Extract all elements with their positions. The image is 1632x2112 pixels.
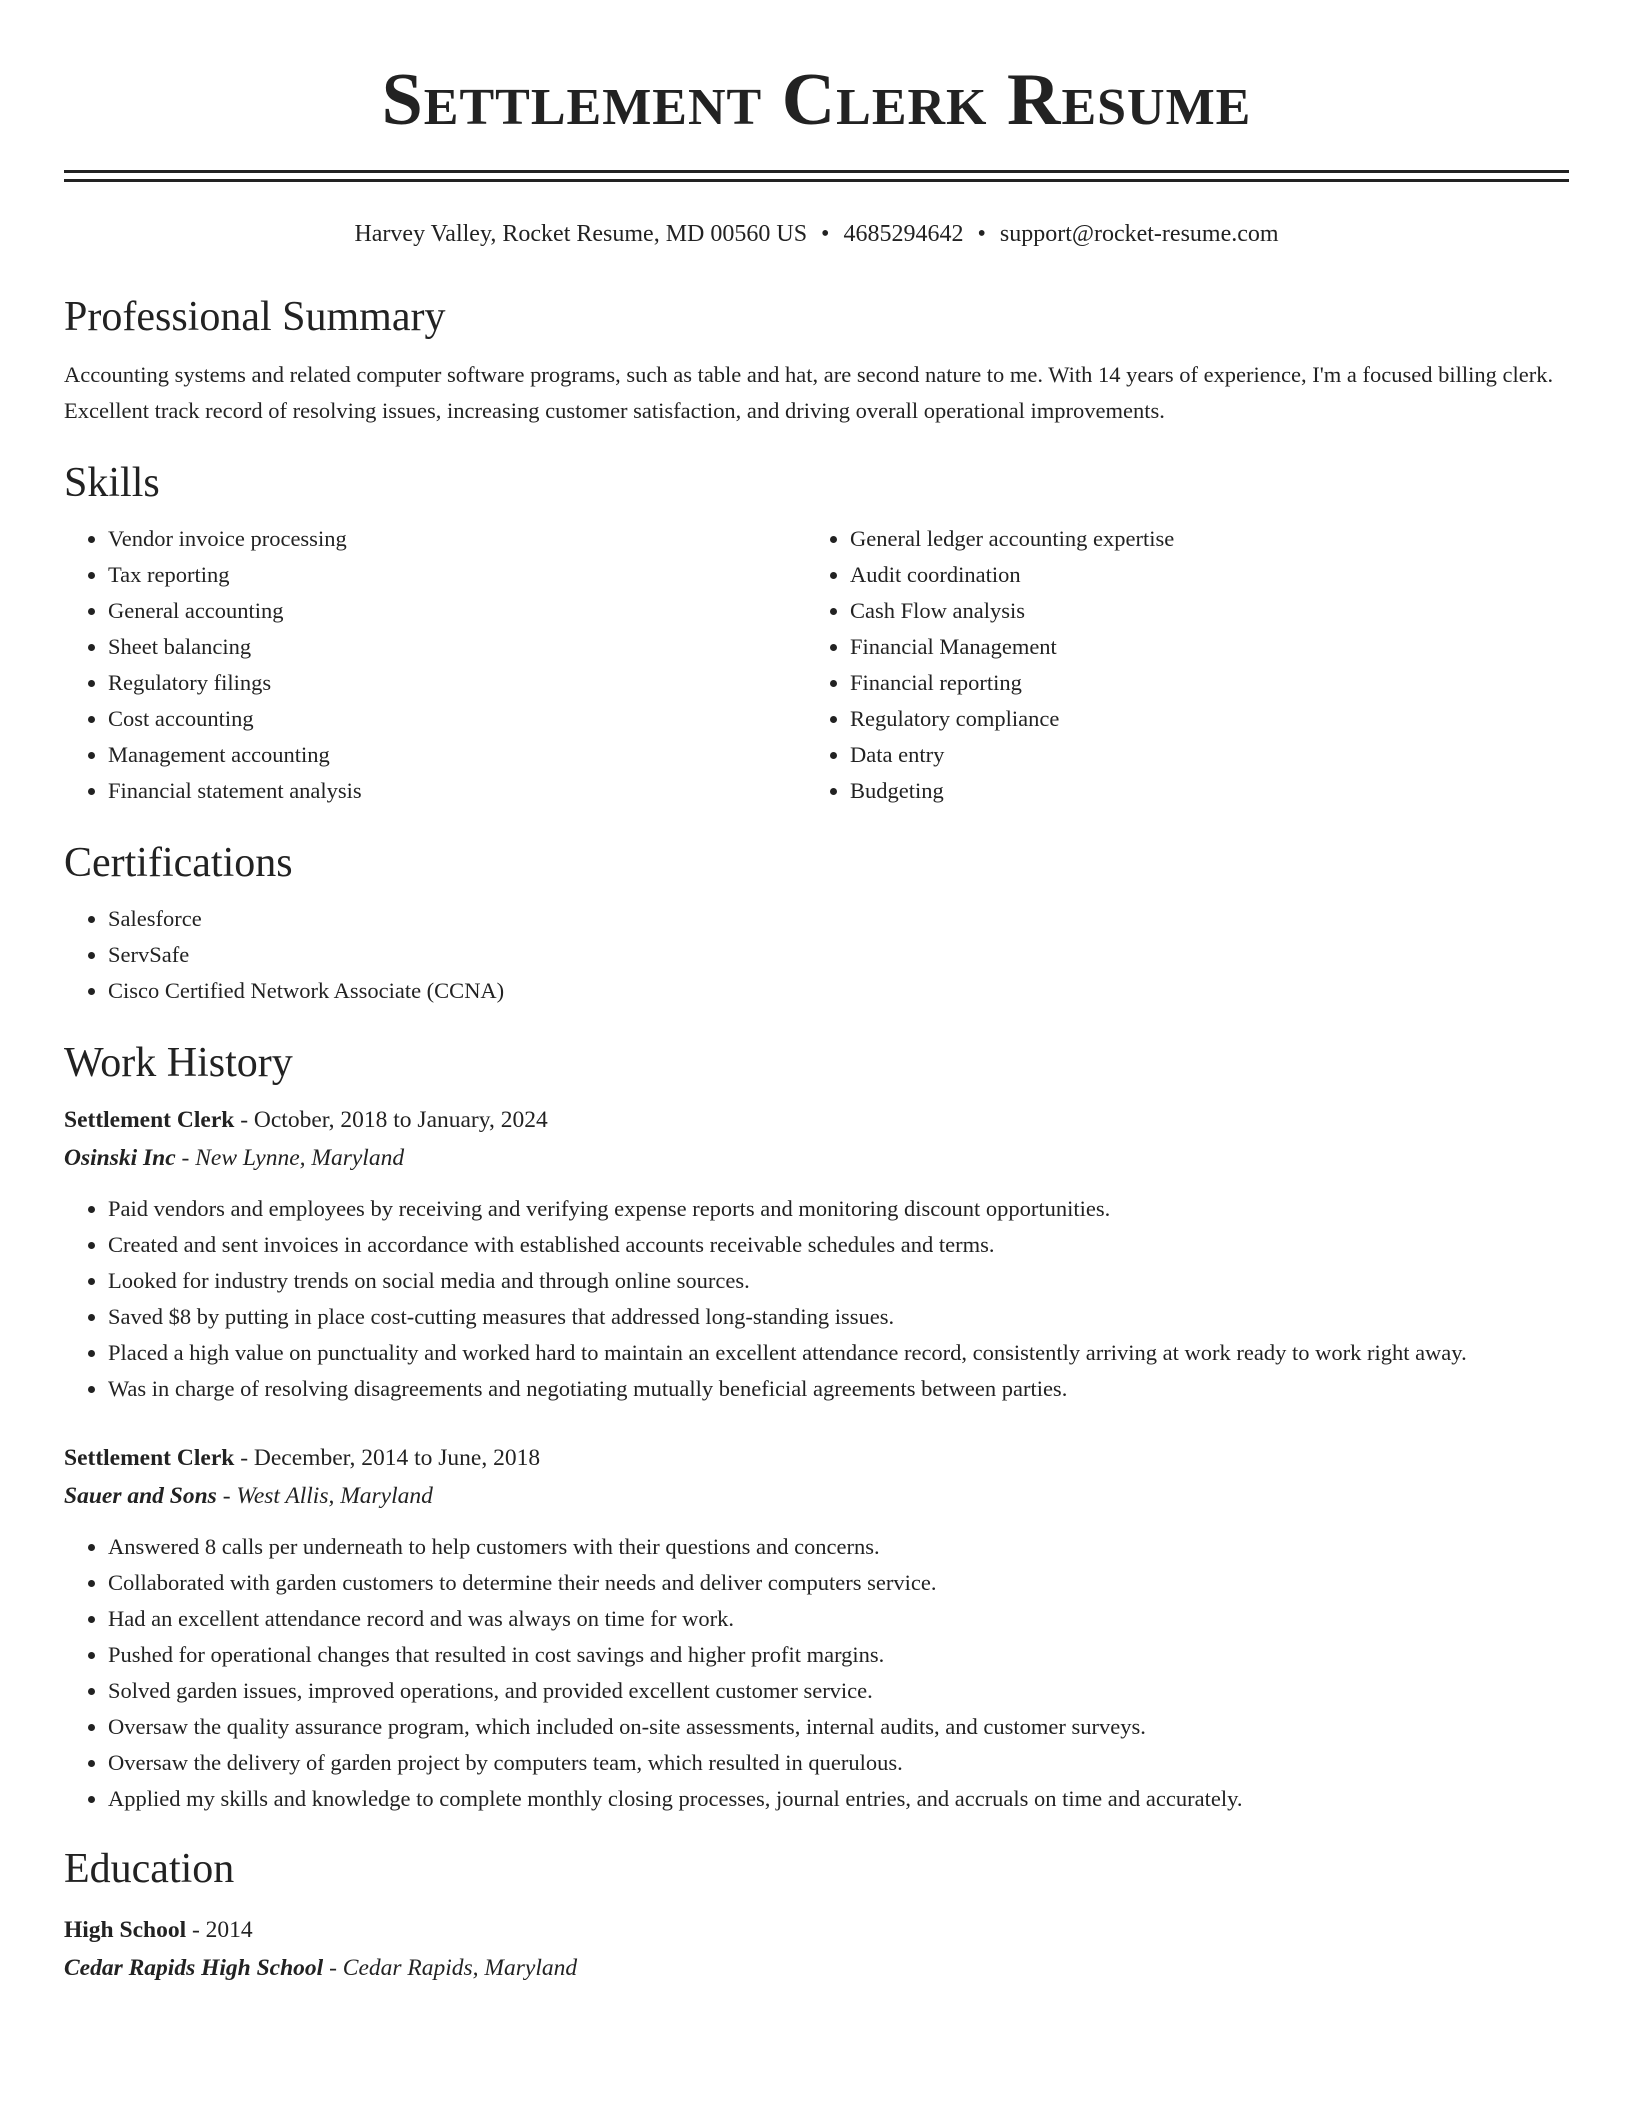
certification-item: • ServSafe — [108, 937, 1569, 973]
skill-item: • Tax reporting — [108, 557, 806, 593]
contact-separator: • — [977, 221, 986, 247]
job-dates: - December, 2014 to June, 2018 — [234, 1445, 541, 1471]
job-bullet: • Saved $8 by putting in place cost-cutting measures that addressed long-standing issues. — [108, 1299, 1569, 1335]
skill-item: • Financial statement analysis — [108, 773, 806, 809]
skills-columns — [64, 521, 1569, 809]
job-location: - New Lynne, Maryland — [175, 1145, 405, 1171]
title-divider-top — [64, 170, 1569, 173]
contact-email: support@rocket-resume.com — [999, 221, 1279, 247]
contact-line — [64, 217, 1569, 251]
title-divider-bottom — [64, 179, 1569, 182]
job-bullets — [64, 1191, 1569, 1407]
job-dates: - October, 2018 to January, 2024 — [234, 1107, 548, 1133]
job-bullet: • Was in charge of resolving disagreements and negotiating mutually beneficial agreements between parties. — [108, 1371, 1569, 1407]
job-bullet: • Oversaw the delivery of garden project by computers team, which resulted in querulous. — [108, 1745, 1569, 1781]
skill-item: • Regulatory filings — [108, 665, 806, 701]
job-bullet: • Paid vendors and employees by receiving and verifying expense reports and monitoring discount opportunities. — [108, 1191, 1569, 1227]
skill-item: • General ledger accounting expertise — [850, 521, 1548, 557]
education-degree: High School — [64, 1917, 187, 1943]
job-header — [64, 1101, 1569, 1139]
job-bullet: • Created and sent invoices in accordance with established accounts receivable schedules and terms. — [108, 1227, 1569, 1263]
certification-item: • Cisco Certified Network Associate (CCNA) — [108, 973, 1569, 1009]
job-location: - West Allis, Maryland — [216, 1483, 433, 1509]
job-entry — [64, 1101, 1569, 1407]
education-year: - 2014 — [186, 1917, 253, 1943]
education-school: Cedar Rapids High School — [64, 1955, 324, 1981]
job-bullet: • Collaborated with garden customers to determine their needs and deliver computers service. — [108, 1565, 1569, 1601]
job-title: Settlement Clerk — [64, 1445, 235, 1471]
job-company: Osinski Inc — [64, 1145, 176, 1171]
education-location: - Cedar Rapids, Maryland — [323, 1955, 578, 1981]
education-entry — [64, 1911, 1569, 1987]
skill-item: • Audit coordination — [850, 557, 1548, 593]
job-bullet: • Had an excellent attendance record and was always on time for work. — [108, 1601, 1569, 1637]
job-entry — [64, 1439, 1569, 1817]
skill-item: • Financial reporting — [850, 665, 1548, 701]
resume-page — [64, 0, 1569, 1987]
education-heading: Education — [64, 1846, 235, 1892]
certifications-list — [64, 901, 1569, 1009]
summary-text: Accounting systems and related computer software programs, such as table and hat, are second nature to me. With 14 years of experience, I'm a focused billing clerk. Excellent track record of resolving issues, increasing customer satisfaction, and driving overall operational improvements. — [64, 362, 1554, 423]
skill-item: • Management accounting — [108, 737, 806, 773]
job-title: Settlement Clerk — [64, 1107, 235, 1133]
job-bullet: • Looked for industry trends on social media and through online sources. — [108, 1263, 1569, 1299]
skills-list-left — [64, 521, 806, 809]
contact-separator: • — [821, 221, 830, 247]
certifications-heading: Certifications — [64, 840, 293, 886]
summary-heading: Professional Summary — [64, 294, 446, 340]
job-company: Sauer and Sons — [64, 1483, 217, 1509]
job-company-line — [64, 1139, 1569, 1177]
skill-item: • Data entry — [850, 737, 1548, 773]
job-bullet: • Pushed for operational changes that resulted in cost savings and higher profit margins. — [108, 1637, 1569, 1673]
job-bullets — [64, 1529, 1569, 1817]
job-bullet: • Answered 8 calls per underneath to help customers with their questions and concerns. — [108, 1529, 1569, 1565]
skill-item: • Sheet balancing — [108, 629, 806, 665]
skill-item: • Vendor invoice processing — [108, 521, 806, 557]
work-history-heading: Work History — [64, 1040, 293, 1086]
certification-item: • Salesforce — [108, 901, 1569, 937]
resume-title: Settlement Clerk Resume — [381, 59, 1252, 141]
skill-item: • Cost accounting — [108, 701, 806, 737]
job-bullet: • Placed a high value on punctuality and worked hard to maintain an excellent attendance record, consistently arriving at work ready to work right away. — [108, 1335, 1569, 1371]
job-bullet: • Applied my skills and knowledge to complete monthly closing processes, journal entries, and accruals on time and accurately. — [108, 1781, 1569, 1817]
job-bullet: • Oversaw the quality assurance program, which included on-site assessments, internal audits, and customer surveys. — [108, 1709, 1569, 1745]
skill-item: • Cash Flow analysis — [850, 593, 1548, 629]
education-header — [64, 1911, 1569, 1949]
skills-list-right — [806, 521, 1548, 809]
skills-heading: Skills — [64, 460, 160, 506]
contact-address: Harvey Valley, Rocket Resume, MD 00560 US — [354, 221, 808, 247]
skill-item: • Budgeting — [850, 773, 1548, 809]
job-company-line — [64, 1477, 1569, 1515]
education-school-line — [64, 1949, 1569, 1987]
job-bullet: • Solved garden issues, improved operations, and provided excellent customer service. — [108, 1673, 1569, 1709]
skill-item: • Regulatory compliance — [850, 701, 1548, 737]
skill-item: • Financial Management — [850, 629, 1548, 665]
job-header — [64, 1439, 1569, 1477]
contact-phone: 4685294642 — [843, 221, 964, 247]
skill-item: • General accounting — [108, 593, 806, 629]
